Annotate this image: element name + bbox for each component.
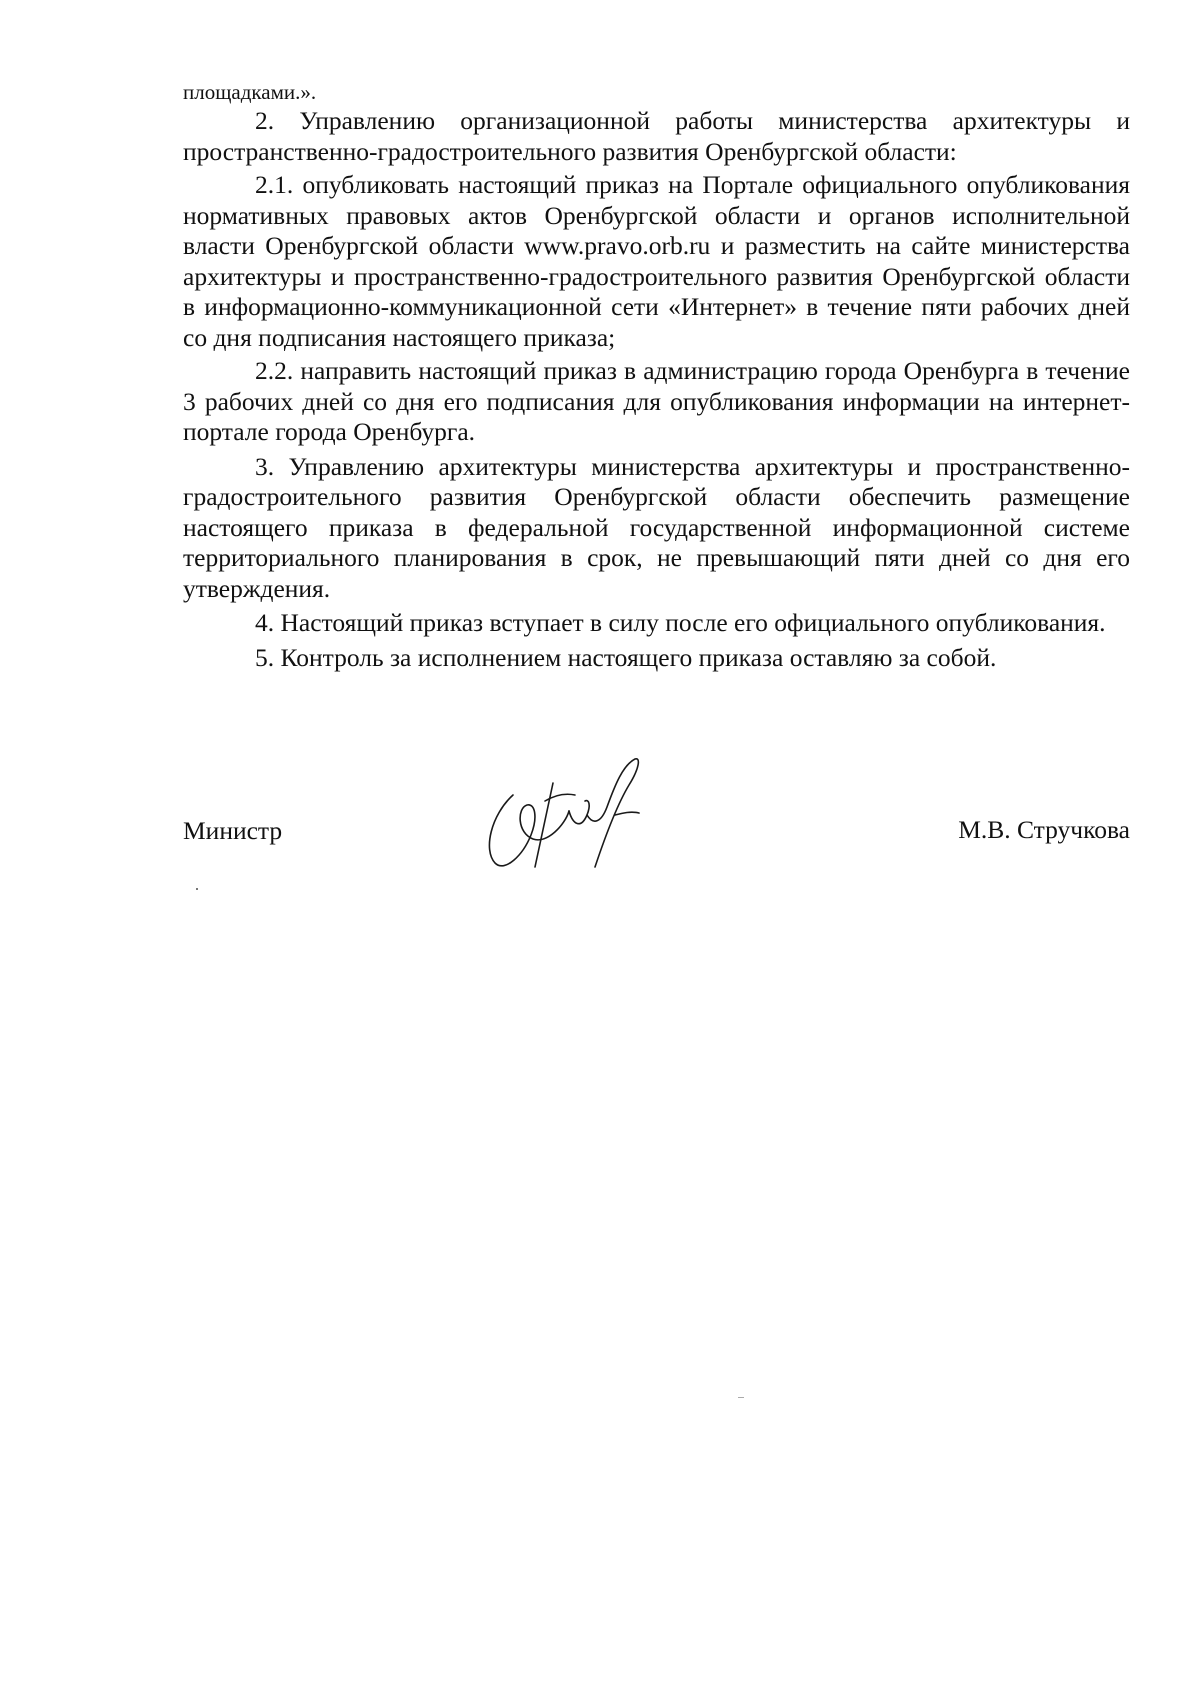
signature-block — [183, 755, 1130, 875]
paragraph-2-1: 2.1. опубликовать настоящий приказ на Портале официального опубликования нормативных правовых актов Оренбургской области и органов исполнительной власти Оренбургской области www.pravo.orb.ru и разместить на сайте министерства архитектуры и пространственно-градостроительного развития Оренбургской области в информационно-коммуникационной сети «Интернет» в течение пяти рабочих дней со дня подписания настоящего приказа; — [183, 170, 1130, 352]
signatory-name: М.В. Стручкова — [958, 815, 1130, 844]
paragraph-4: 4. Настоящий приказ вступает в силу после его официального опубликования. — [255, 608, 1106, 637]
handwritten-signature — [483, 755, 673, 875]
continuation-line: площадками.». — [183, 80, 317, 104]
paragraph-3: 3. Управлению архитектуры министерства архитектуры и пространственно-градостроительного развития Оренбургской области обеспечить размещение настоящего приказа в федеральной государственной информационной системе территориального планирования в срок, не превышающий пяти дней со дня его утверждения. — [183, 451, 1130, 603]
signatory-title: Министр — [183, 816, 283, 845]
scan-speck — [196, 888, 198, 890]
paragraph-2-2: 2.2. направить настоящий приказ в администрацию города Оренбурга в течение 3 рабочих дней со дня его подписания для опубликования информации на интернет-портале города Оренбурга. — [183, 356, 1130, 446]
scan-speck — [738, 1397, 744, 1398]
document-body — [183, 78, 1130, 676]
paragraph-2: 2. Управлению организационной работы министерства архитектуры и пространственно-градостроительного развития Оренбургской области: — [183, 106, 1130, 166]
paragraph-5: 5. Контроль за исполнением настоящего приказа оставляю за собой. — [255, 642, 997, 672]
